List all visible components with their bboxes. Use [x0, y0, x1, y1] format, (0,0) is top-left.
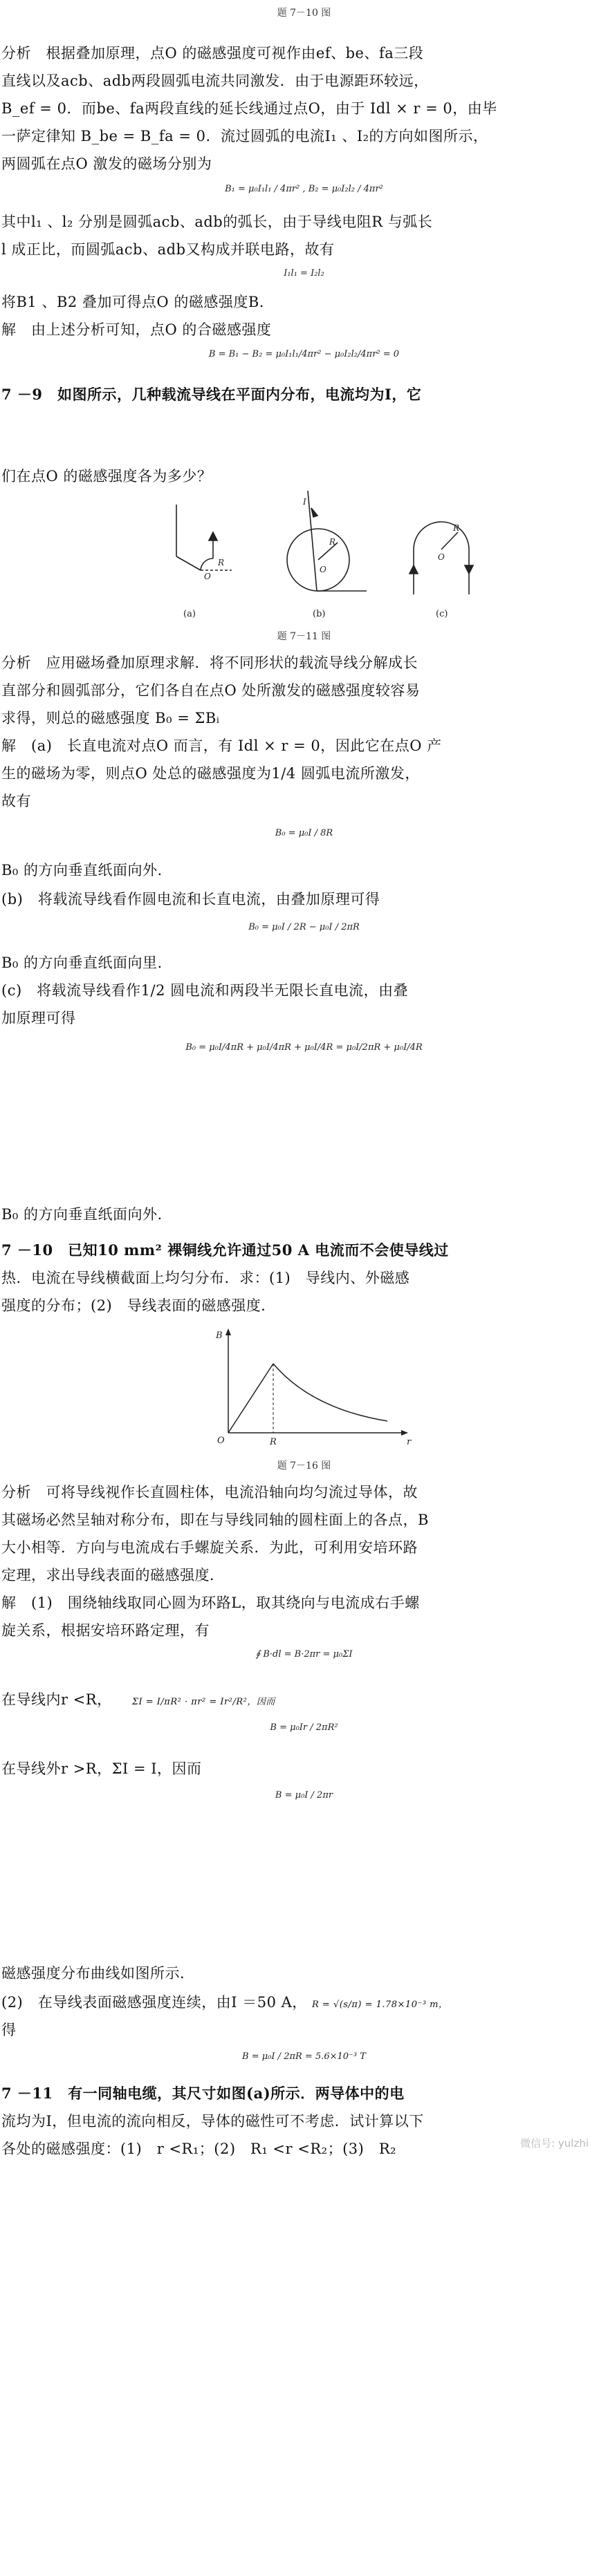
figure-7-11 — [159, 491, 491, 622]
analysis-line: 两圆弧在点O 激发的磁场分别为 — [1, 156, 212, 172]
equation: ∮ B·dl = B·2πr = μ₀ΣI — [255, 1649, 353, 1660]
inline-equation: R = √(s/π) = 1.78×10⁻³ m， — [311, 2000, 448, 2010]
inline-equation: ΣI = I/πR² · πr² = Ir²/R²，因而 — [131, 1697, 275, 1707]
problem-line: 各处的磁感强度：(1) r <R₁；(2) R₁ <r <R₂；(3) R₂ — [1, 2141, 397, 2157]
equation: B = μ₀I / 2πr — [275, 1790, 333, 1801]
solution-line — [1, 1989, 589, 2018]
figure-caption-top: 题 7－10 图 — [277, 8, 331, 19]
equation: B = μ₀I / 2πR = 5.6×10⁻³ T — [242, 2051, 366, 2062]
equation: I₁l₁ = I₂l₂ — [284, 268, 324, 279]
svg-text:O: O — [438, 552, 445, 562]
solution-line: 生的磁场为零，则点O 处总的磁感强度为1/4 圆弧电流所激发， — [1, 765, 420, 782]
condition-text: (2) 在导线表面磁感强度连续，由I ＝50 A， — [1, 1994, 307, 2011]
svg-text:R: R — [218, 558, 225, 567]
problem-heading: 7 －11 有一同轴电缆，其尺寸如图(a)所示．两导体中的电 — [1, 2085, 405, 2102]
equation: B₀ = μ₀I / 2R − μ₀I / 2πR — [248, 922, 360, 932]
figure-label-b: (b) — [313, 609, 326, 619]
figure-label-a: (a) — [183, 609, 196, 619]
r-mark-label: R — [270, 1437, 277, 1447]
analysis-line: 分析 应用磁场叠加原理求解．将不同形状的载流导线分解成长 — [1, 655, 418, 671]
solution-line: B₀ 的方向垂直纸面向外. — [1, 862, 163, 878]
graph-b-vs-r — [208, 1326, 415, 1450]
solution-line: 解 由上述分析可知，点O 的合磁感强度 — [1, 321, 272, 338]
svg-text:O: O — [320, 565, 326, 574]
analysis-line: 大小相等．方向与电流成右手螺旋关系．为此，可利用安培环路 — [1, 1539, 418, 1556]
analysis-line: 其中l₁ 、l₂ 分别是圆弧acb、adb的弧长，由于导线电阻R 与弧长 — [1, 214, 433, 230]
analysis-line: 一萨定律知 B_be = B_fa = 0．流过圆弧的电流I₁ 、I₂的方向如图所示， — [1, 128, 488, 144]
origin-label: O — [217, 1436, 225, 1446]
analysis-line: 直线以及acb、adb两段圆弧电流共同激发．由于电源距环较远， — [1, 73, 429, 89]
figure-caption: 题 7－11 图 — [277, 631, 331, 642]
analysis-line: l 成正比，而圆弧acb、adb又构成并联电路，故有 — [1, 241, 335, 258]
condition-text: 在导线内r <R， — [1, 1691, 112, 1708]
solution-line: 在导线外r >R，ΣI = I，因而 — [1, 1760, 202, 1777]
svg-text:R: R — [329, 537, 336, 547]
solution-line: (c) 将载流导线看作1/2 圆电流和两段半无限长直电流，由叠 — [1, 982, 409, 999]
solution-line: (b) 将载流导线看作圆电流和长直电流，由叠加原理可得 — [1, 891, 380, 908]
analysis-line: 其磁场必然呈轴对称分布，即在与导线同轴的圆柱面上的各点，B — [1, 1512, 429, 1528]
solution-line: 故有 — [1, 793, 31, 809]
y-axis-label: B — [216, 1331, 223, 1341]
solution-line: 磁感强度分布曲线如图所示． — [1, 1965, 195, 1982]
solution-line: B₀ 的方向垂直纸面向外. — [1, 1206, 163, 1223]
equation: B₁ = μ₀I₁l₁ / 4πr² , B₂ = μ₀I₂l₂ / 4πr² — [225, 184, 383, 194]
analysis-line: 分析 根据叠加原理，点O 的磁感强度可视作由ef、be、fa三段 — [1, 45, 424, 62]
analysis-line: 求得，则总的磁感强度 B₀ = ΣBᵢ — [1, 710, 220, 726]
equation: B = B₁ − B₂ = μ₀I₁l₁/4πr² − μ₀I₂l₂/4πr² = 0 — [208, 349, 400, 359]
solution-line: 解 (a) 长直电流对点O 而言，有 Idl × r = 0，因此它在点O 产 — [1, 737, 442, 754]
figure-label-c: (c) — [436, 609, 448, 619]
figure-b — [287, 491, 367, 591]
problem-heading: 7 －9 如图所示，几种载流导线在平面内分布，电流均为I，它 — [1, 386, 422, 403]
svg-text:I: I — [303, 497, 306, 507]
analysis-line: 分析 可将导线视作长直圆柱体，电流沿轴向均匀流过导体，故 — [1, 1484, 418, 1501]
problem-line: 们在点O 的磁感强度各为多少？ — [1, 468, 212, 485]
solution-line — [1, 1686, 589, 1715]
problem-line: 流均为I，但电流的流向相反，导体的磁性可不考虑．试计算以下 — [1, 2113, 424, 2130]
svg-text:R: R — [453, 523, 460, 533]
equation: B = μ₀Ir / 2πR² — [270, 1722, 338, 1733]
problem-heading: 7 －10 已知10 mm² 裸铜线允许通过50 A 电流而不会使导线过 — [1, 1241, 449, 1259]
analysis-line: 直部分和圆弧部分，它们各自在点O 处所激发的磁感强度较容易 — [1, 682, 421, 699]
solution-line: 旋关系，根据安培环路定理，有 — [1, 1622, 210, 1639]
equation: B₀ = μ₀I/4πR + μ₀I/4πR + μ₀I/4R = μ₀I/2πR + μ₀I/4R — [185, 1042, 423, 1053]
x-axis-label: r — [407, 1437, 412, 1447]
analysis-line: B_ef = 0．而be、fa两段直线的延长线通过点O，由于 Idl × r = 0，由毕 — [1, 100, 497, 117]
solution-line: 得 — [1, 2022, 17, 2038]
problem-line: 强度的分布；(2) 导线表面的磁感强度． — [1, 1297, 276, 1314]
problem-line: 热．电流在导线横截面上均匀分布．求：(1) 导线内、外磁感 — [1, 1270, 410, 1286]
equation: B₀ = μ₀I / 8R — [275, 828, 333, 838]
analysis-line: 定理，求出导线表面的磁感强度． — [1, 1567, 225, 1583]
solution-line: 加原理可得 — [1, 1010, 76, 1026]
watermark: 微信号: yulzhi — [520, 2137, 589, 2150]
svg-text:O: O — [204, 572, 211, 581]
solution-line: 解 (1) 围绕轴线取同心圆为环路L，取其绕向与电流成右手螺 — [1, 1595, 420, 1611]
analysis-line: 将B1 、B2 叠加可得点O 的磁感强度B. — [1, 294, 264, 310]
solution-line: B₀ 的方向垂直纸面向里. — [1, 955, 163, 971]
figure-caption: 题 7－16 图 — [277, 1460, 331, 1472]
